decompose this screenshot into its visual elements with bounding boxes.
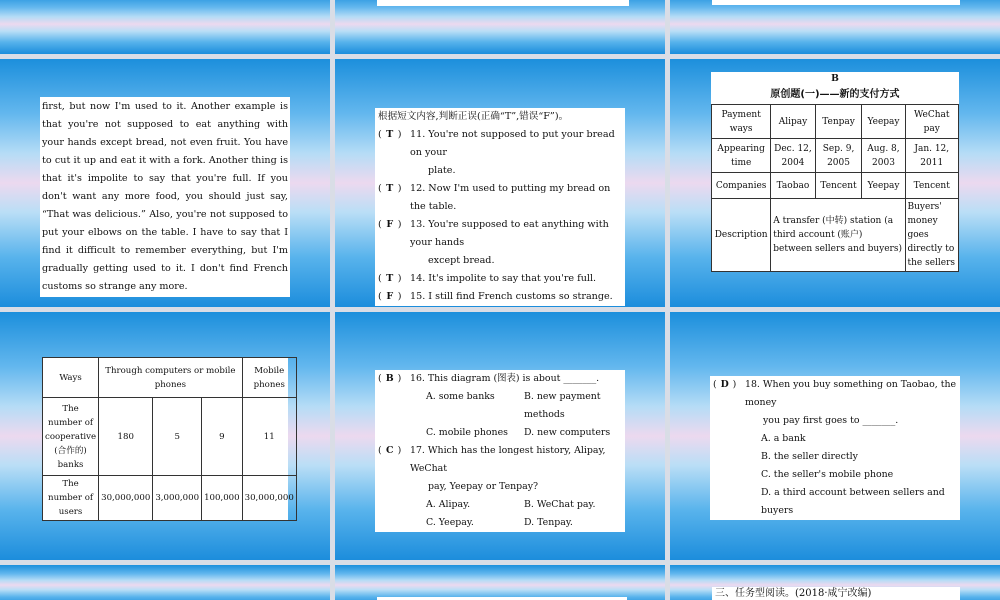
table-cell: 11 [242, 398, 296, 476]
payment-table [711, 104, 959, 272]
slide-card-partial [377, 0, 629, 6]
payment-table-card [711, 72, 959, 272]
options-row [378, 514, 622, 532]
table-row [43, 398, 297, 476]
answer-mark: F [386, 291, 394, 302]
users-table [42, 357, 297, 521]
table-row [43, 476, 297, 521]
slide-thumbnail[interactable] [670, 0, 1000, 54]
option: D. a third account between sellers and buyers [761, 487, 945, 516]
table-cell: Alipay [771, 105, 815, 139]
option: D. new computers [524, 427, 611, 438]
answer-mark: T [386, 273, 394, 284]
question-continuation: plate. [428, 165, 456, 176]
options-row [378, 388, 622, 424]
tf-item: ( F ) 15. I still find French customs so strange. [378, 288, 622, 306]
option: B. WeChat pay. [524, 499, 596, 510]
section-letter: B [831, 73, 839, 84]
question-item: ( C ) 17. Which has the longest history, Alipay, WeChat [378, 442, 622, 478]
option: C. Yeepay. [426, 517, 474, 528]
instruction-text: 根据短文内容,判断正误(正确“T”,错误“F”)。 [378, 111, 569, 122]
slide-thumbnail[interactable] [0, 0, 330, 54]
slide-thumbnail[interactable] [335, 0, 665, 54]
users-table-card [42, 357, 294, 521]
table-row [712, 139, 959, 173]
table-cell: Through computers or mobile phones [99, 358, 243, 398]
slide-thumbnail[interactable] [335, 565, 665, 600]
table-cell: 30,000,000 [242, 476, 296, 521]
tf-item: ( T ) 11. You're not supposed to put your bread on your [378, 126, 622, 162]
table-cell: The number of cooperative (合作的) banks [43, 398, 99, 476]
slide-thumbnail[interactable] [670, 312, 1000, 560]
table-cell: Yeepay [862, 173, 905, 199]
question-text: 17. Which has the longest history, Alipay, WeChat [410, 445, 606, 474]
table-cell: Mobile phones [242, 358, 296, 398]
table-cell: 100,000 [202, 476, 243, 521]
table-cell: Yeepay [862, 105, 905, 139]
table-cell: The number of users [43, 476, 99, 521]
question-continuation: except bread. [428, 255, 495, 266]
question-continuation: you pay first goes to _______. [763, 415, 899, 426]
slide-thumbnail[interactable] [0, 59, 330, 307]
slide-card-partial [712, 587, 960, 600]
question-text: 13. You're supposed to eat anything with your hands [410, 219, 609, 248]
option: C. the seller's mobile phone [761, 469, 894, 480]
question-text: 14. It's impolite to say that you're full. [410, 273, 597, 284]
table-cell: 180 [99, 398, 153, 476]
table-cell: 5 [153, 398, 202, 476]
answer-mark: B [385, 373, 394, 384]
answer-mark: T [386, 183, 394, 194]
option: D. Tenpay. [524, 517, 573, 528]
tf-item: ( T ) 12. Now I'm used to putting my bread on the table. [378, 180, 622, 216]
option: A. a bank [761, 433, 806, 444]
table-cell: Jan. 12, 2011 [905, 139, 959, 173]
answer-mark: C [385, 445, 394, 456]
table-cell: Appearing time [712, 139, 771, 173]
option: A. Alipay. [426, 499, 471, 510]
question-text: 15. I still find French customs so strange. [410, 291, 613, 302]
section-heading: 三、任务型阅读。(2018·咸宁改编) [715, 588, 872, 599]
slide-thumbnail[interactable] [0, 312, 330, 560]
question-text: 18. When you buy something on Taobao, the money [745, 379, 957, 408]
options-row [378, 424, 622, 442]
table-cell: 3,000,000 [153, 476, 202, 521]
question-card [710, 376, 960, 520]
slide-thumbnail[interactable] [670, 565, 1000, 600]
question-text: 16. This diagram (图表) is about _______. [410, 373, 600, 384]
table-cell: Taobao [771, 173, 815, 199]
question-item: ( B ) 16. This diagram (图表) is about _______. [378, 370, 622, 388]
table-cell: Tenpay [815, 105, 862, 139]
table-row [712, 173, 959, 199]
answer-mark: D [720, 379, 729, 390]
table-cell: Payment ways [712, 105, 771, 139]
table-cell: Description [712, 199, 771, 272]
tf-item: ( T ) 14. It's impolite to say that you're full. [378, 270, 622, 288]
table-cell: Aug. 8, 2003 [862, 139, 905, 173]
table-cell: 30,000,000 [99, 476, 153, 521]
answer-mark: F [386, 219, 394, 230]
table-title: 原创题(一)——新的支付方式 [770, 89, 900, 100]
table-cell: Tencent [905, 173, 959, 199]
passage-card [40, 97, 290, 297]
table-cell: Buyers' money goes directly to the sellers [905, 199, 959, 272]
option: A. some banks [426, 391, 495, 402]
true-false-card [375, 108, 625, 306]
answer-mark: T [386, 129, 394, 140]
slide-thumbnail[interactable] [670, 59, 1000, 307]
table-row [43, 358, 297, 398]
table-cell: Tencent [815, 173, 862, 199]
table-cell: Ways [43, 358, 99, 398]
option: C. mobile phones [426, 427, 508, 438]
question-text: 11. You're not supposed to put your bread on your [410, 129, 615, 158]
passage-text: first, but now I'm used to it. Another example is that you're not supposed to eat anything with your hands except bread, not even fruit. You have to cut it up and eat it with a fork. Another thing is that it's impolite to say that you're full. If you don't want any more food, you should just say, “That was delicious.” Also, you're not supposed to put your elbows on the table. I have to say that I find it difficult to remember everything, but I'm gradually getting used to it. I don't find French customs so strange any more. [42, 101, 288, 292]
table-row [712, 199, 959, 272]
table-cell: 9 [202, 398, 243, 476]
table-cell: Dec. 12, 2004 [771, 139, 815, 173]
option: B. the seller directly [761, 451, 858, 462]
option: B. new payment methods [524, 391, 601, 420]
table-cell: Companies [712, 173, 771, 199]
question-continuation: pay, Yeepay or Tenpay? [428, 481, 539, 492]
options-row [378, 496, 622, 514]
slide-card-partial [712, 0, 960, 5]
slide-thumbnail[interactable] [335, 312, 665, 560]
question-text: 12. Now I'm used to putting my bread on the table. [410, 183, 611, 212]
slide-thumbnail[interactable] [0, 565, 330, 600]
table-cell: Sep. 9, 2005 [815, 139, 862, 173]
table-cell: A transfer (中转) station (a third account (账户) between sellers and buyers) [771, 199, 905, 272]
table-cell: WeChat pay [905, 105, 959, 139]
table-row [712, 105, 959, 139]
tf-item: ( F ) 13. You're supposed to eat anything with your hands [378, 216, 622, 252]
question-item: ( D ) 18. When you buy something on Taobao, the money [713, 376, 957, 412]
slide-thumbnail[interactable] [335, 59, 665, 307]
questions-card [375, 370, 625, 532]
